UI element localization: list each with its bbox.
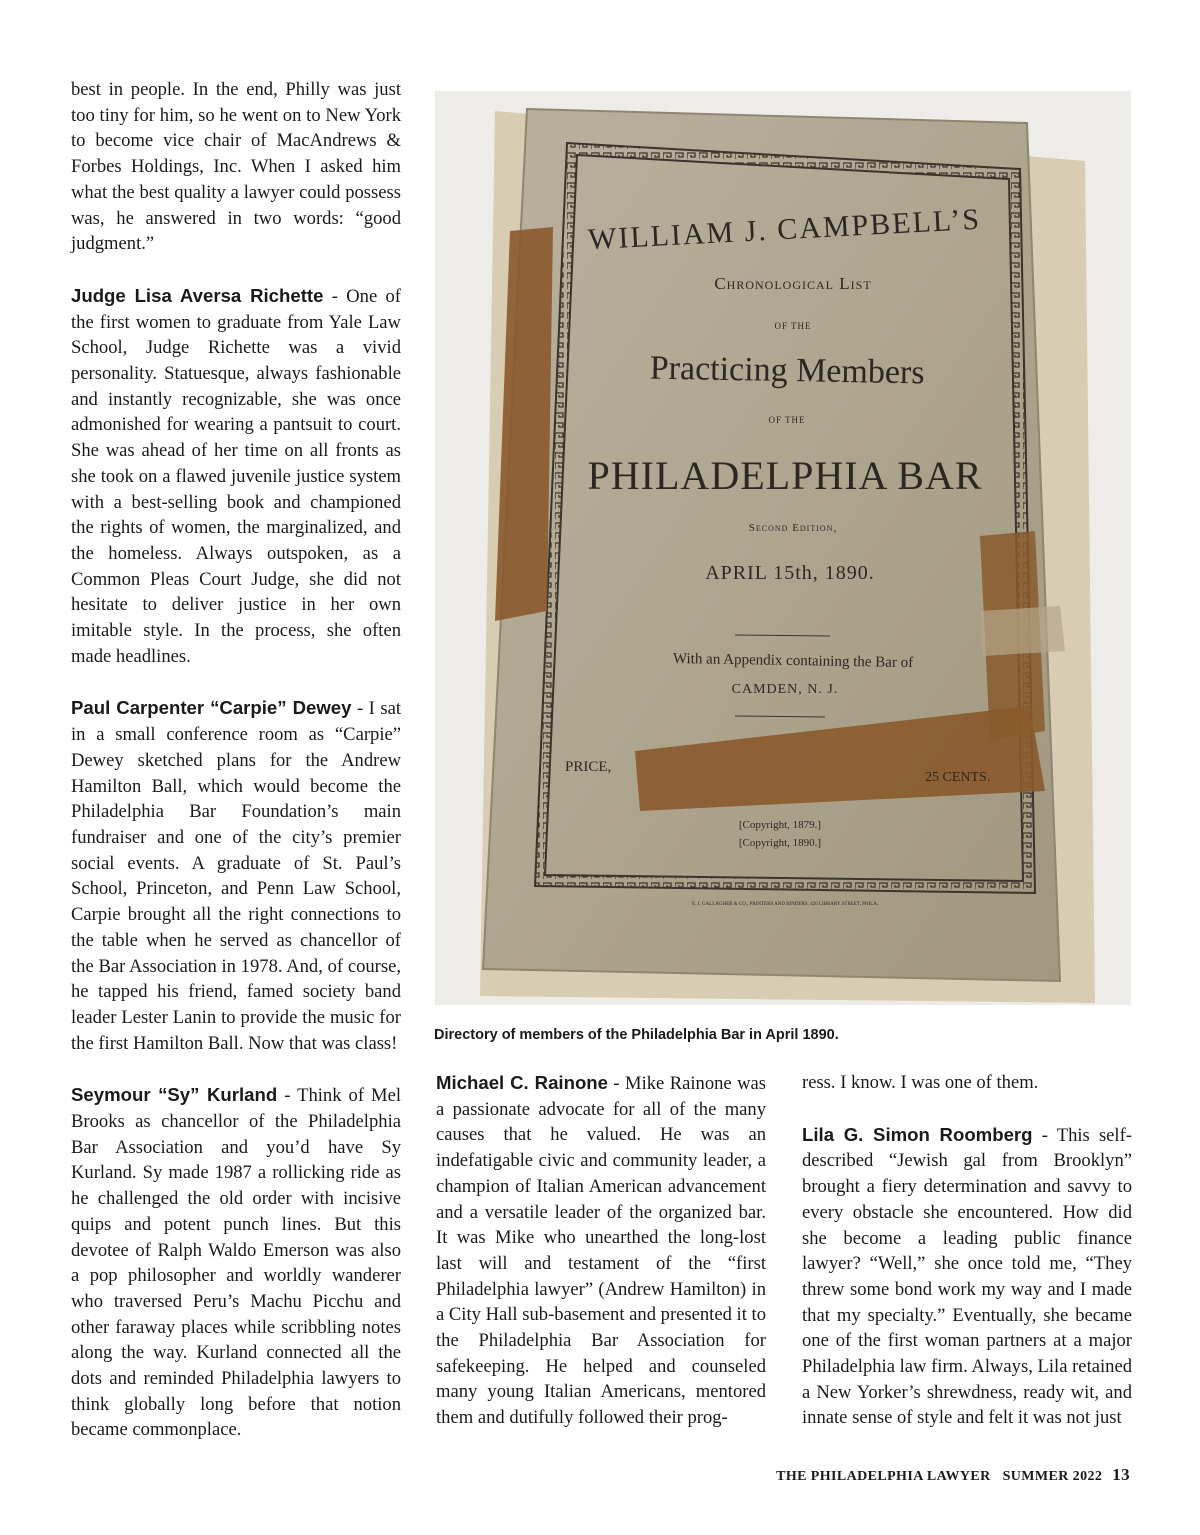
- profile-text: - I sat in a small conference room as “Carpie” Dewey sketched plans for the Andrew Hamilton Ball, which would become the Philadelphia Bar Foundation’s main fundraiser and one of the city’s premier social events. A graduate of St. Paul’s School, Princeton, and Penn Law School, Carpie brought all the right connections to the table when he served as chancellor of the Bar Association in 1978. And, of course, he tapped his friend, famed society band leader Lester Lanin to provide the music for the first Hamilton Ball. Now that was class!: [71, 698, 401, 1054]
- book-title-line: Practicing Members: [649, 349, 925, 392]
- profile-paragraph: [71, 1082, 401, 1443]
- book-title-line: CAMDEN, N. J.: [731, 682, 839, 697]
- profile-paragraph: [71, 283, 401, 670]
- profile-text: - Mike Rainone was a passionate advocate for all of the many causes that he valued. He was an indefatigable civic and community leader, a champion of Italian American advancement and a versatile leader of the organized bar. It was Mike who unearthed the long-lost last will and testament of the “first Philadelphia lawyer” (Andrew Hamilton) in a City Hall sub-basement and presented it to the Philadelphia Bar Association for safekeeping. He helped and counseled many young Italian Americans, mentored them and dutifully followed their prog-: [436, 1073, 766, 1429]
- book-title-line: WILLIAM J. CAMPBELL’S: [587, 202, 982, 257]
- profile-paragraph: [802, 1122, 1132, 1431]
- profile-name: Judge Lisa Aversa Richette: [71, 284, 324, 306]
- intro-paragraph: best in people. In the end, Philly was just too tiny for him, so he went on to New York to become vice chair of MacAndrews & Forbes Holdings, Inc. When I asked him what the best quality a lawyer could possess was, he answered in two words: “good judgment.”: [71, 79, 401, 255]
- book-printer: E. J. GALLAGHER & CO., PRINTERS AND BINDERS, 420 LIBRARY STREET, PHILA.: [691, 902, 879, 907]
- profile-name: Lila G. Simon Roomberg: [802, 1123, 1033, 1145]
- page-number: 13: [1112, 1465, 1130, 1484]
- article-column-1: [71, 77, 401, 1443]
- article-column-3: [802, 1070, 1132, 1431]
- profile-paragraph: [436, 1070, 766, 1431]
- profile-name: Michael C. Rainone: [436, 1072, 609, 1093]
- continuation-paragraph: ress. I know. I was one of them.: [802, 1072, 1039, 1093]
- profile-text: - One of the first women to graduate from Yale Law School, Judge Richette was a vivid personality. Statuesque, always fashionable and instantly recognizable, she was once admonished for wearing a pantsuit to court. She was ahead of her time on all fronts as she took on a flawed juvenile justice system with a best-selling book and championed the rights of women, the marginalized, and the homeless. Always outspoken, as a Common Pleas Court Judge, she did not hesitate to deliver justice in her own imitable style. In the process, she often made headlines.: [71, 285, 402, 667]
- book-photo: [435, 91, 1131, 1005]
- profile-text: - This self-described “Jewish gal from Brooklyn” brought a fiery determination and savvy to every obstacle she encountered. How did she become a leading public finance lawyer? “Well,” she once told me, “They threw some bond work my way and I made that my specialty.” Eventually, she became one of the first woman partners at a major Philadelphia law firm. Always, Lila retained a New Yorker’s shrewdness, ready wit, and innate sense of style and felt it was not just: [802, 1124, 1132, 1429]
- book-copyright: [Copyright, 1879.]: [738, 819, 822, 831]
- book-title-line: of the: [774, 321, 812, 331]
- book-title-line: Chronological List: [714, 274, 872, 293]
- profile-paragraph: [71, 695, 401, 1056]
- book-title-line: of the: [768, 415, 806, 425]
- publication-name: THE PHILADELPHIA LAWYER: [776, 1469, 991, 1484]
- book-price-label: PRICE,: [565, 759, 612, 775]
- article-column-2: [436, 1070, 766, 1431]
- book-cover-illustration: [435, 91, 1131, 1005]
- book-price-value: 25 CENTS.: [925, 770, 991, 785]
- book-title-line: APRIL 15th, 1890.: [705, 562, 875, 584]
- issue-label: SUMMER 2022: [1002, 1469, 1103, 1484]
- book-title-line: With an Appendix containing the Bar of: [672, 650, 914, 672]
- profile-name: Paul Carpenter “Carpie” Dewey: [71, 697, 352, 719]
- page-footer: [776, 1465, 1130, 1485]
- book-title-line: PHILADELPHIA BAR: [587, 453, 983, 498]
- profile-text: - Think of Mel Brooks as chancellor of the Philadelphia Bar Association and you’d have Sy Kurland. Sy made 1987 a rollicking ride as he challenged the old order with incisive quips and potent punch lines. But this devotee of Ralph Waldo Emerson was also a pop philosopher and worldly wanderer who traversed Peru’s Machu Picchu and other faraway places while scribbling notes along the way. Kurland connected all the dots and reminded Philadelphia lawyers to think globally long before that notion became commonplace.: [71, 1085, 401, 1441]
- book-title-line: Second Edition,: [748, 522, 838, 534]
- photo-caption: Directory of members of the Philadelphia Bar in April 1890.: [434, 1027, 839, 1043]
- profile-name: Seymour “Sy” Kurland: [71, 1084, 278, 1106]
- book-copyright: [Copyright, 1890.]: [738, 837, 822, 849]
